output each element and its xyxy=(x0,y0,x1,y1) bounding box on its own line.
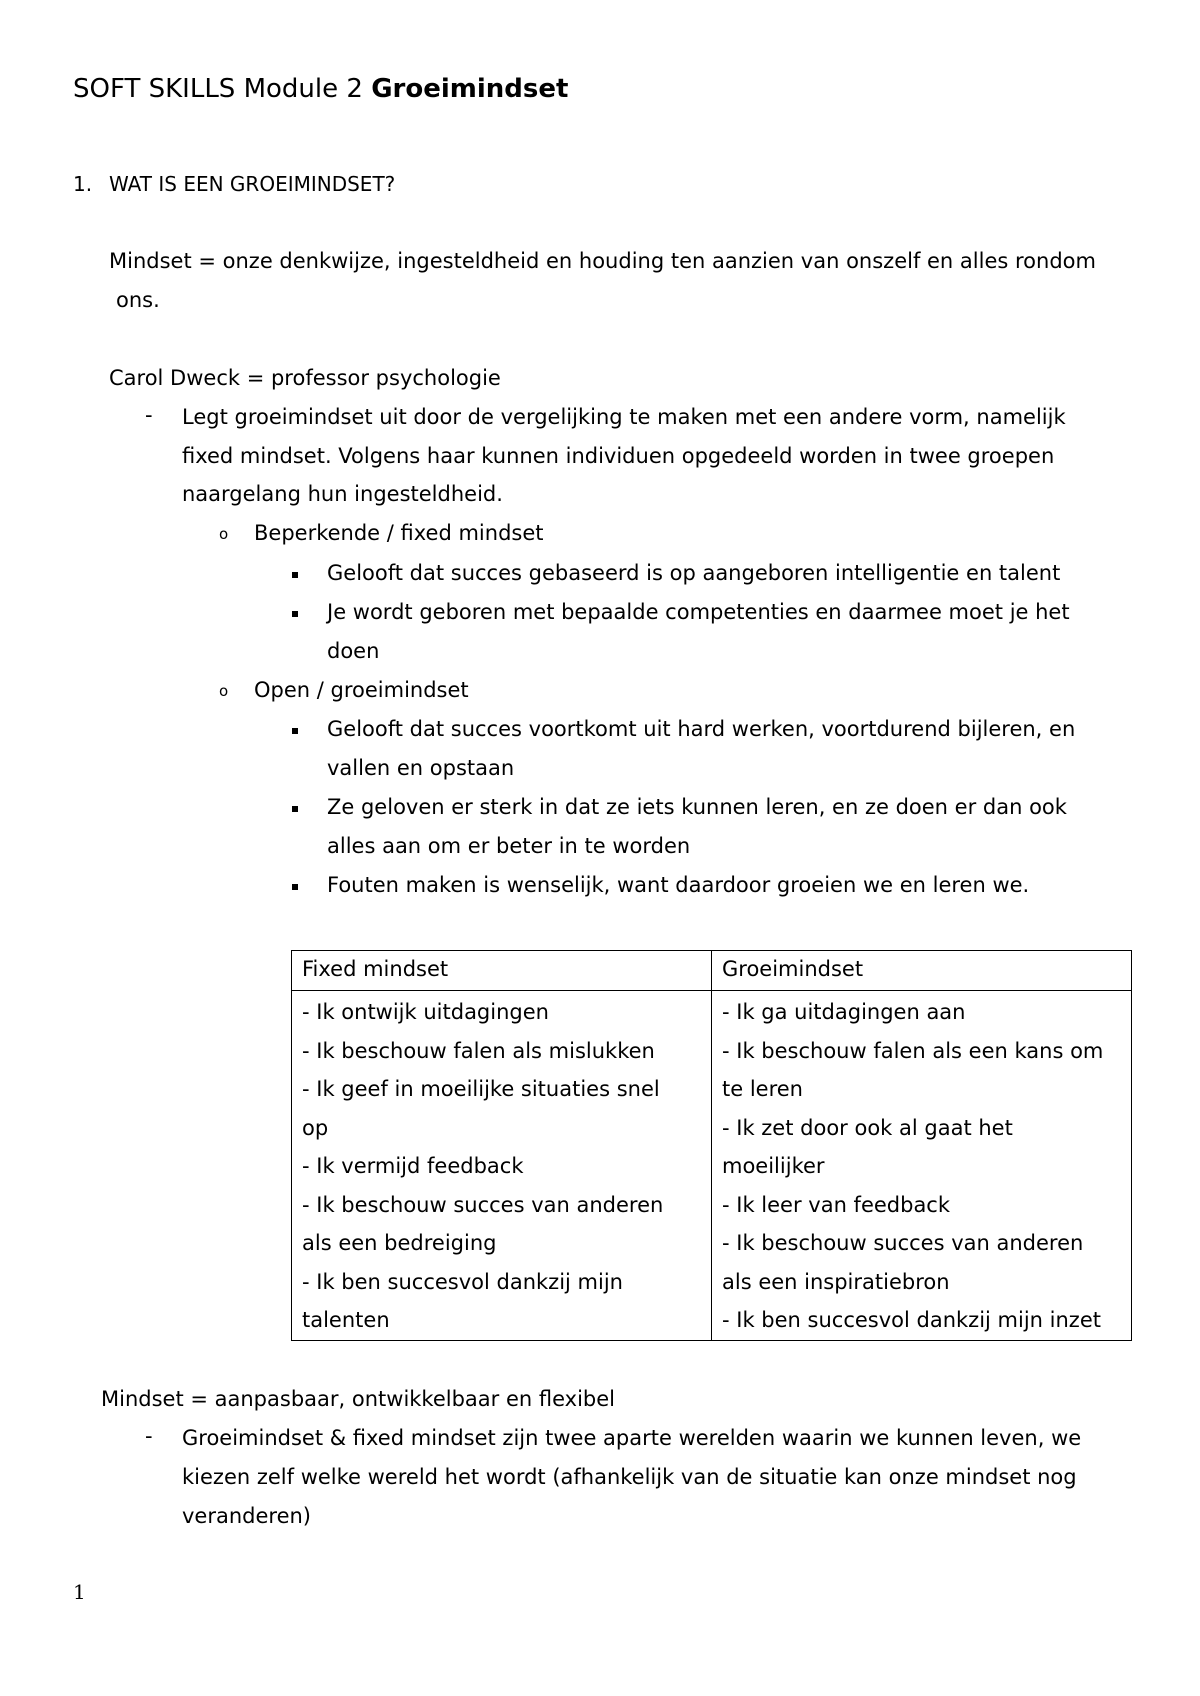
comparison-table xyxy=(291,950,1132,1341)
page-number: 1 xyxy=(73,1580,86,1604)
table-cell-line: - Ik ben succesvol dankzij mijn xyxy=(302,1269,623,1294)
circle-bullet-marker: o xyxy=(219,525,229,543)
table-cell-line: - Ik geef in moeilijke situaties snel xyxy=(302,1077,660,1101)
table-cell-line: - Ik beschouw succes van anderen xyxy=(722,1231,1084,1255)
table-header-fixed: Fixed mindset xyxy=(292,951,712,991)
table-cell-line: - Ik ga uitdagingen aan xyxy=(722,1000,966,1024)
table-cell-line: als een inspiratiebron xyxy=(722,1269,950,1294)
dash-bullet-marker: - xyxy=(145,1424,153,1448)
flexible-bullet-line-1: Groeimindset & fixed mindset zijn twee aparte werelden waarin we kunnen leven, we xyxy=(182,1426,1082,1450)
fixed-item-1-line-1: Gelooft dat succes gebaseerd is op aangeboren intelligentie en talent xyxy=(327,561,1061,585)
table-cell-line: moeilijker xyxy=(722,1154,825,1178)
growth-item-2-line-2: alles aan om er beter in te worden xyxy=(327,834,691,858)
square-bullet-marker xyxy=(292,572,298,578)
growth-mindset-label: Open / groeimindset xyxy=(254,678,469,702)
table-cell-line: - Ik vermijd feedback xyxy=(302,1154,524,1178)
table-row xyxy=(292,991,1132,1341)
mindset-definition-line-1: Mindset = onze denkwijze, ingesteldheid en houding ten aanzien van onszelf en alles rondom xyxy=(109,249,1096,273)
growth-item-1-line-2: vallen en opstaan xyxy=(327,756,515,780)
growth-item-2-line-1: Ze geloven er sterk in dat ze iets kunnen leren, en ze doen er dan ook xyxy=(327,795,1067,819)
square-bullet-marker xyxy=(292,728,298,734)
title-prefix: SOFT SKILLS Module 2 xyxy=(73,74,372,104)
fixed-item-2-line-2: doen xyxy=(327,639,380,663)
carol-bullet-line-1: Legt groeimindset uit door de vergelijking te maken met een andere vorm, namelijk xyxy=(182,405,1066,429)
table-cell-line: op xyxy=(302,1115,329,1140)
table-cell-line: te leren xyxy=(722,1077,803,1101)
fixed-mindset-column xyxy=(292,991,712,1341)
document-title xyxy=(73,74,568,104)
table-cell-line: talenten xyxy=(302,1308,390,1332)
table-cell-line: - Ik leer van feedback xyxy=(722,1192,951,1217)
growth-item-3-line-1: Fouten maken is wenselijk, want daardoor groeien we en leren we. xyxy=(327,873,1030,897)
fixed-item-2-line-1: Je wordt geboren met bepaalde competenties en daarmee moet je het xyxy=(327,600,1070,624)
flexible-bullet-line-2: kiezen zelf welke wereld het wordt (afhankelijk van de situatie kan onze mindset nog xyxy=(182,1465,1077,1489)
carol-bullet-line-3: naargelang hun ingesteldheid. xyxy=(182,482,503,506)
table-cell-line: - Ik zet door ook al gaat het xyxy=(722,1115,1013,1140)
table-header-row xyxy=(292,951,1132,991)
carol-dweck-intro: Carol Dweck = professor psychologie xyxy=(109,366,501,390)
square-bullet-marker xyxy=(292,611,298,617)
growth-item-1-line-1: Gelooft dat succes voortkomt uit hard werken, voortdurend bijleren, en xyxy=(327,717,1076,741)
mindset-definition-line-2: ons. xyxy=(116,288,160,312)
flexible-bullet-line-3: veranderen) xyxy=(182,1504,312,1528)
square-bullet-marker xyxy=(292,884,298,890)
section-heading-text: WAT IS EEN GROEIMINDSET? xyxy=(109,172,396,196)
mindset-flexible-intro: Mindset = aanpasbaar, ontwikkelbaar en flexibel xyxy=(101,1387,616,1411)
fixed-mindset-label: Beperkende / fixed mindset xyxy=(254,521,544,545)
circle-bullet-marker: o xyxy=(219,682,229,700)
table-header-growth: Groeimindset xyxy=(712,951,1132,991)
section-heading xyxy=(73,172,395,196)
table-cell-line: - Ik ontwijk uitdagingen xyxy=(302,1000,549,1024)
table-cell-line: - Ik beschouw falen als een kans om xyxy=(722,1038,1104,1063)
growth-mindset-column xyxy=(712,991,1132,1341)
title-bold: Groeimindset xyxy=(371,74,569,104)
carol-bullet-line-2: fixed mindset. Volgens haar kunnen individuen opgedeeld worden in twee groepen xyxy=(182,444,1055,468)
section-number: 1. xyxy=(73,172,93,196)
square-bullet-marker xyxy=(292,806,298,812)
table-cell-line: - Ik ben succesvol dankzij mijn inzet xyxy=(722,1308,1101,1332)
table-cell-line: als een bedreiging xyxy=(302,1231,497,1255)
table-cell-line: - Ik beschouw falen als mislukken xyxy=(302,1038,655,1063)
dash-bullet-marker: - xyxy=(145,403,153,427)
table-cell-line: - Ik beschouw succes van anderen xyxy=(302,1192,664,1217)
